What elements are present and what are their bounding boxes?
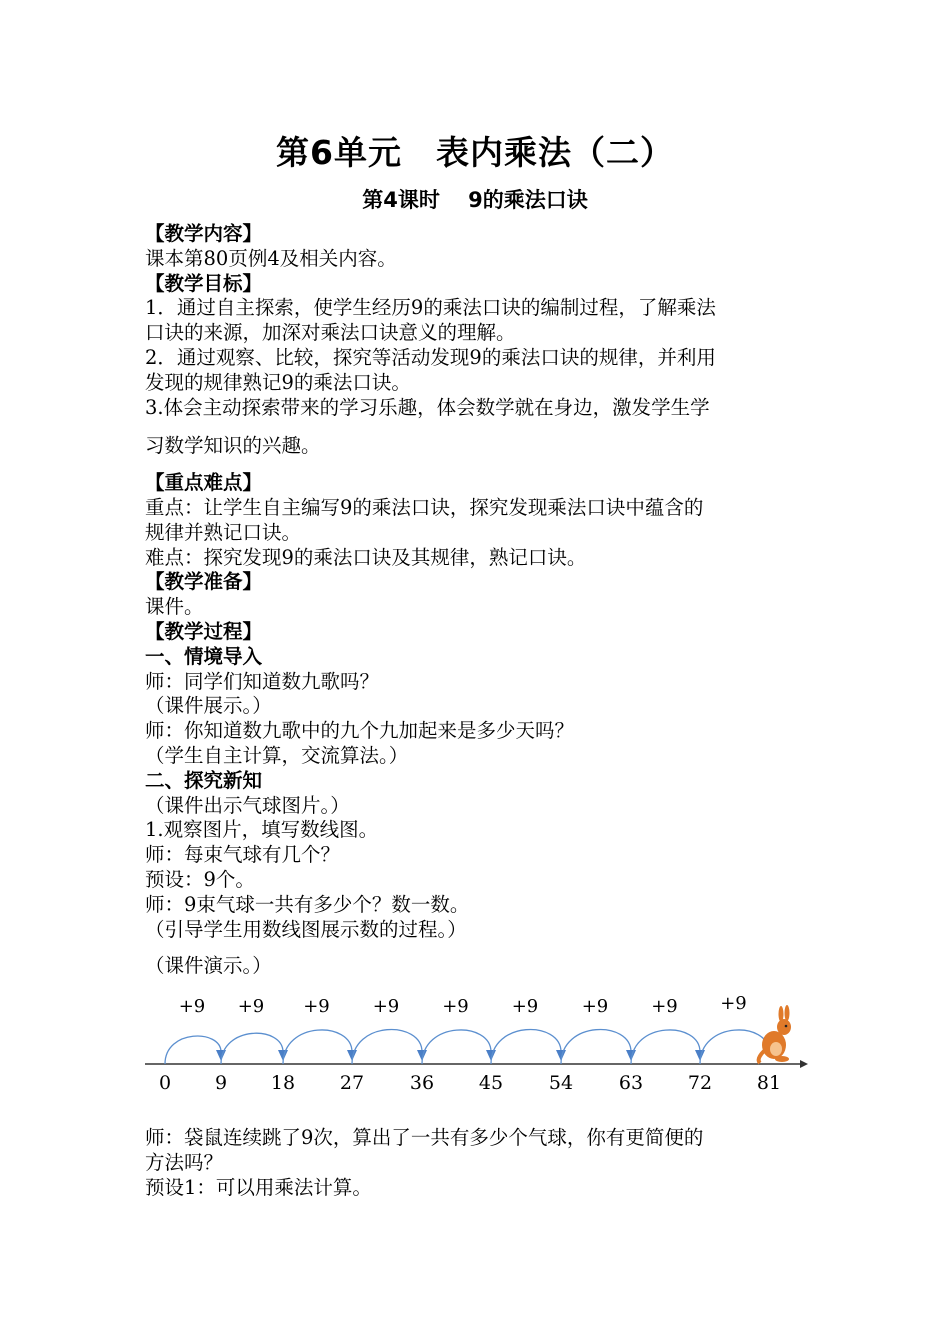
step-label: +9 [372, 996, 400, 1017]
paragraph: 师：每束气球有几个？ [145, 843, 341, 867]
tick-label: 36 [409, 1072, 435, 1094]
step-label: +9 [511, 996, 539, 1017]
unit-title: 第6单元 表内乘法（二） [276, 133, 674, 172]
paragraph: 规律并熟记口诀。 [145, 520, 302, 544]
paragraph: 预设：9个。 [145, 867, 255, 891]
paragraph: 师：9束气球一共有多少个？数一数。 [145, 892, 470, 916]
tick-label: 72 [687, 1072, 713, 1094]
paragraph: （课件演示。） [145, 954, 272, 978]
paragraph: 师：你知道数九歌中的九个九加起来是多少天吗？ [145, 719, 575, 743]
section-heading: 【教学准备】 [145, 570, 263, 594]
number-line-svg [140, 985, 820, 1105]
paragraph: 师：袋鼠连续跳了9次，算出了一共有多少个气球，你有更简便的 [145, 1126, 704, 1149]
kangaroo-icon [759, 1005, 791, 1063]
subsection-heading: 一、情境导入 [145, 644, 263, 668]
tick-label: 0 [158, 1072, 172, 1094]
tick-label: 45 [478, 1072, 504, 1094]
jump-arc [165, 1036, 221, 1064]
tick-label: 81 [756, 1072, 782, 1094]
lesson-body-continued [145, 1126, 815, 1200]
paragraph: 1．通过自主探索，使学生经历9的乘法口诀的编制过程，了解乘法 [145, 296, 716, 320]
paragraph: 师：同学们知道数九歌吗？ [145, 669, 380, 693]
tick-label: 63 [618, 1072, 644, 1094]
paragraph: 2．通过观察、比较，探究等活动发现9的乘法口诀的规律，并利用 [145, 345, 716, 369]
paragraph: （课件展示。） [145, 694, 272, 718]
step-label: +9 [442, 996, 469, 1017]
paragraph: 3.体会主动探索带来的学习乐趣，体会数学就在身边，激发学生学 [145, 395, 710, 419]
section-heading: 【重点难点】 [145, 471, 263, 495]
tick-label: 27 [339, 1072, 365, 1094]
paragraph: 方法吗？ [145, 1150, 224, 1174]
jump-arc [283, 1030, 352, 1064]
step-label: +9 [178, 996, 206, 1017]
tick-label: 9 [214, 1072, 228, 1094]
step-label: +9 [720, 993, 747, 1014]
paragraph: （引导学生用数线图展示数的过程。） [145, 917, 467, 941]
jump-arc [422, 1030, 491, 1064]
tick-label: 54 [548, 1072, 574, 1094]
lesson-body [145, 222, 815, 979]
paragraph: 1.观察图片，填写数线图。 [145, 818, 379, 842]
jump-arc [631, 1030, 700, 1064]
subsection-heading: 二、探究新知 [145, 768, 263, 792]
step-label: +9 [237, 996, 265, 1017]
tick-label: 18 [270, 1072, 296, 1094]
lesson-subtitle: 第4课时 9的乘法口诀 [362, 188, 588, 212]
paragraph: 口诀的来源，加深对乘法口诀意义的理解。 [145, 321, 516, 345]
paragraph: 课件。 [145, 595, 204, 619]
section-heading: 【教学过程】 [145, 619, 263, 643]
paragraph: 课本第80页例4及相关内容。 [145, 246, 397, 270]
section-heading: 【教学目标】 [145, 271, 263, 295]
axis-arrowhead [800, 1060, 808, 1068]
jump-arc [352, 1030, 422, 1064]
paragraph: 难点：探究发现9的乘法口诀及其规律，熟记口诀。 [145, 545, 587, 569]
step-label: +9 [303, 996, 330, 1017]
number-line-figure [140, 985, 820, 1105]
jump-arc [561, 1030, 631, 1064]
paragraph: （学生自主计算，交流算法。） [145, 743, 409, 767]
paragraph: 习数学知识的兴趣。 [145, 434, 321, 458]
jump-arc [491, 1030, 561, 1064]
step-label: +9 [581, 996, 609, 1017]
jump-arc [221, 1033, 283, 1064]
paragraph: （课件出示气球图片。） [145, 793, 350, 817]
step-label: +9 [651, 996, 678, 1017]
paragraph: 重点：让学生自主编写9的乘法口诀，探究发现乘法口诀中蕴含的 [145, 495, 704, 519]
paragraph: 预设1：可以用乘法计算。 [145, 1175, 372, 1199]
paragraph: 发现的规律熟记9的乘法口诀。 [145, 370, 411, 394]
section-heading: 【教学内容】 [145, 222, 263, 245]
